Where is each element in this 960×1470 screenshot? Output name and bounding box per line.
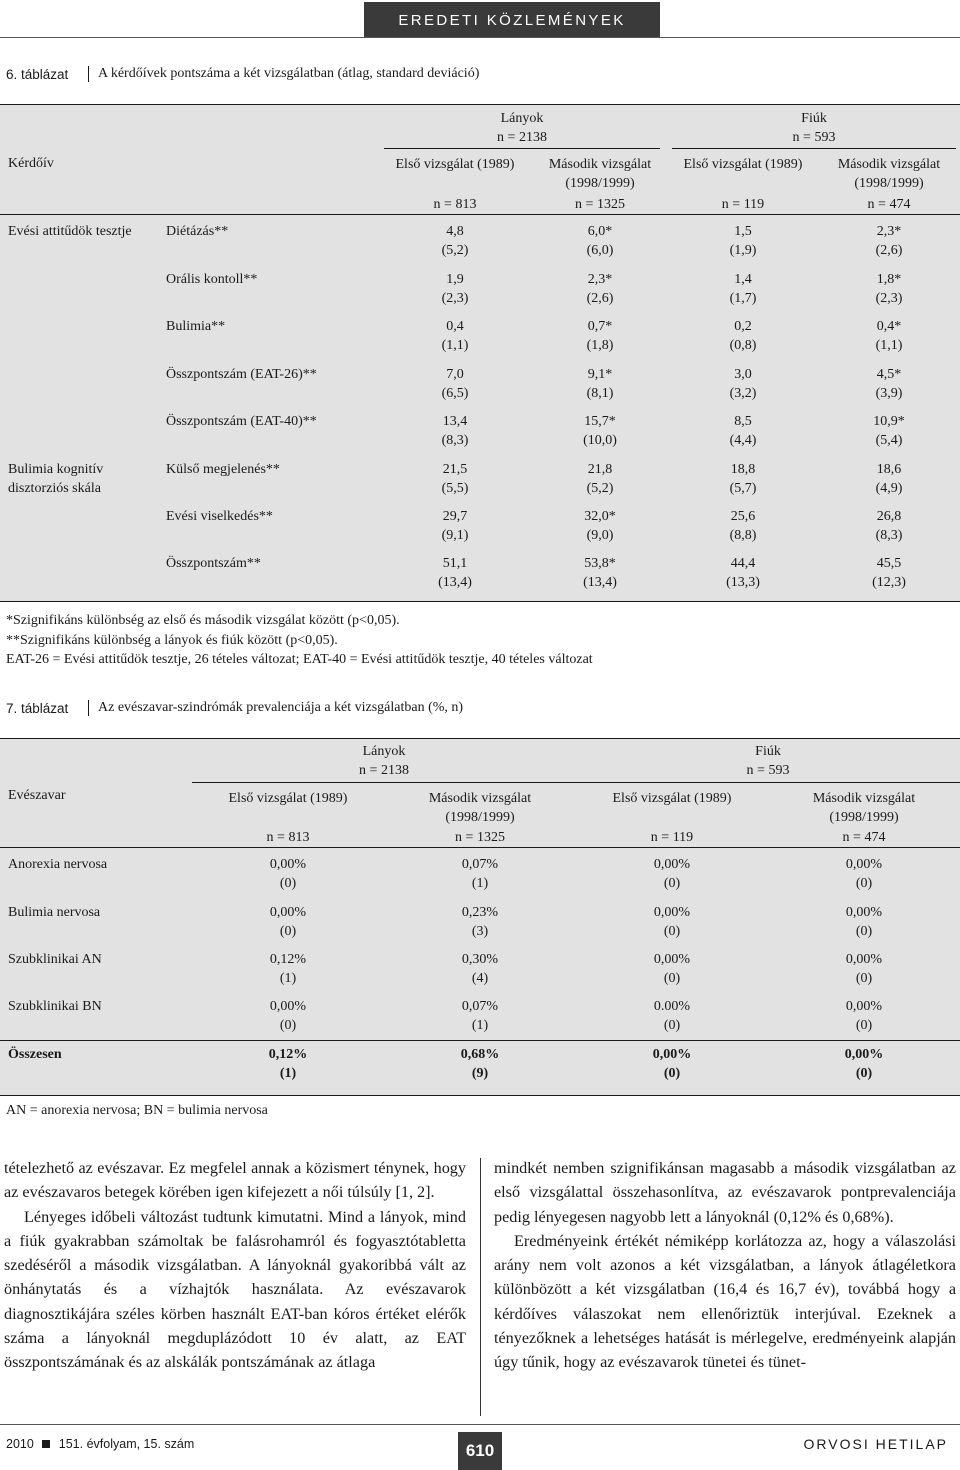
cell-value: 0,00% (0) [845, 999, 883, 1033]
table7-caption [6, 700, 463, 716]
cell-value: 1,5 (1,9) [729, 224, 757, 258]
cell-value: 4,5* (3,9) [875, 367, 903, 401]
table7-top-rule [0, 738, 960, 739]
cell-value: 0.00% (0) [653, 999, 691, 1033]
cell-value: 21,8 (5,2) [586, 462, 614, 496]
row-label: Szubklinikai AN [8, 952, 102, 967]
cell-value: 6,0* (6,0) [586, 224, 614, 258]
cell-value: 0,30% (4) [461, 952, 499, 986]
group-bulimia-label: Bulimia kognitív disztorziós skála [8, 462, 104, 496]
n-col-1: n = 813 [266, 830, 310, 845]
cell-value: 0,12% (1) [269, 952, 307, 986]
table7-bottom-rule [0, 1095, 960, 1096]
cell-value: 2,3* (2,6) [586, 272, 614, 306]
table6-note: EAT-26 = Evési attitűdök tesztje, 26 tételes változat; EAT-40 = Evési attitűdök tesztje, 40 tételes változat [6, 652, 593, 667]
cell-value: 0,2 (0,8) [729, 319, 757, 353]
cell-value: 51,1 (13,4) [438, 556, 472, 590]
group-boys-header: Fiúk n = 593 [792, 111, 836, 145]
n-col-1: n = 813 [433, 197, 477, 212]
table7-girls-rule [192, 782, 576, 783]
sub-second-boys: Második vizsgálat (1998/1999) [837, 157, 941, 191]
table6-note: **Szignifikáns különbség a lányok és fiúk között (p<0,05). [6, 633, 338, 648]
table6-title: A kérdőívek pontszáma a két vizsgálatban (átlag, standard deviáció) [98, 66, 480, 81]
n-col-4: n = 474 [867, 197, 911, 212]
row-label: Összesen [8, 1047, 62, 1062]
row-label: Bulimia** [166, 319, 226, 334]
page-number: 610 [458, 1432, 502, 1470]
row-label: Bulimia nervosa [8, 905, 101, 920]
cell-value: 0,00% (0) [653, 905, 691, 939]
table7-title: Az evészavar-szindrómák prevalenciája a két vizsgálatban (%, n) [98, 700, 464, 715]
body-right-column [494, 1156, 956, 1375]
n-col-4: n = 474 [842, 830, 886, 845]
cell-value: 21,5 (5,5) [441, 462, 469, 496]
caption-divider [88, 700, 89, 716]
group-boys-header: Fiúk n = 593 [746, 744, 790, 778]
cell-value: 0,00% (0) [652, 1047, 692, 1081]
body-left-column [4, 1156, 466, 1375]
cell-value: 0,00% (0) [845, 952, 883, 986]
cell-value: 15,7* (10,0) [583, 414, 617, 448]
cell-value: 1,4 (1,7) [729, 272, 757, 306]
cell-value: 8,5 (4,4) [729, 414, 757, 448]
sub-first-girls: Első vizsgálat (1989) [395, 157, 515, 172]
cell-value: 7,0 (6,5) [441, 367, 469, 401]
n-col-3: n = 119 [650, 830, 694, 845]
table6-number: 6. táblázat [6, 66, 69, 82]
cell-value: 0,00% (0) [269, 857, 307, 891]
table6-top-rule [0, 104, 960, 105]
cell-value: 13,4 (8,3) [441, 414, 469, 448]
paragraph: tételezhető az evészavar. Ez megfelel annak a közismert ténynek, hogy az evészavaros betegek körében igen kifejezett a női túlsúly [1, 2]. [4, 1159, 466, 1202]
table7-header-rule [0, 847, 960, 848]
table6-header-rule [0, 214, 960, 215]
cell-value: 25,6 (8,8) [729, 509, 757, 543]
sub-second-boys: Második vizsgálat (1998/1999) [812, 791, 916, 825]
row-label: Diétázás** [166, 224, 229, 239]
sub-first-boys: Első vizsgálat (1989) [612, 791, 732, 806]
row-label: Szubklinikai BN [8, 999, 102, 1014]
row-label: Összpontszám (EAT-26)** [166, 367, 317, 382]
row-label: Külső megjelenés** [166, 462, 280, 477]
cell-value: 0,23% (3) [461, 905, 499, 939]
row-label: Összpontszám (EAT-40)** [166, 414, 317, 429]
cell-value: 32,0* (9,0) [584, 509, 616, 543]
col-kerdoiv-header: Kérdőív [8, 156, 54, 171]
cell-value: 3,0 (3,2) [729, 367, 757, 401]
cell-value: 0,4* (1,1) [875, 319, 903, 353]
cell-value: 0,07% (1) [461, 857, 499, 891]
row-label: Összpontszám** [166, 556, 261, 571]
cell-value: 0,68% (9) [460, 1047, 500, 1081]
table6-boys-rule [672, 148, 956, 149]
table6-caption [6, 66, 479, 82]
cell-value: 29,7 (9,1) [441, 509, 469, 543]
table7-total-rule [0, 1040, 960, 1041]
cell-value: 45,5 (12,3) [872, 556, 906, 590]
paragraph: Lényeges időbeli változást tudtunk kimutatni. Mind a lányok, mind a fiúk gyakrabban számoltak be falásrohamról és fogyasztótabletta szedéséről a második vizsgálatban. A lányoknál gyakoribbá vált az önhánytatás és a vízhajtók használata. Az evészavarok diagnosztikájára széles körben használt EAT-ban kóros értéket elérők száma a lányoknál megduplázódott 10 év alatt, az EAT összpontszámának és az alskálák pontszámának az átlaga [4, 1207, 466, 1372]
cell-value: 0,00% (0) [269, 999, 307, 1033]
cell-value: 9,1* (8,1) [586, 367, 614, 401]
group-girls-header: Lányok n = 2138 [359, 744, 409, 778]
table6-bottom-rule [0, 601, 960, 602]
cell-value: 18,6 (4,9) [875, 462, 903, 496]
sub-second-girls: Második vizsgálat (1998/1999) [548, 157, 652, 191]
cell-value: 53,8* (13,4) [583, 556, 617, 590]
cell-value: 1,8* (2,3) [875, 272, 903, 306]
column-divider [480, 1158, 481, 1416]
group-eat-label: Evési attitűdök tesztje [8, 224, 132, 239]
cell-value: 0,00% (0) [844, 1047, 884, 1081]
n-col-2: n = 1325 [575, 197, 625, 212]
footer-rule [0, 1424, 960, 1425]
group-girls-header: Lányok n = 2138 [497, 111, 547, 145]
cell-value: 2,3* (2,6) [875, 224, 903, 258]
table7-boys-rule [576, 782, 960, 783]
cell-value: 18,8 (5,7) [729, 462, 757, 496]
row-label: Evési viselkedés** [166, 509, 273, 524]
row-label: Anorexia nervosa [8, 857, 108, 872]
table7-number: 7. táblázat [6, 700, 69, 716]
sub-second-girls: Második vizsgálat (1998/1999) [428, 791, 532, 825]
col-evészavar-header: Evészavar [8, 788, 66, 803]
row-label: Orális kontoll** [166, 272, 258, 287]
section-header: EREDETI KÖZLEMÉNYEK [364, 2, 660, 38]
sub-first-boys: Első vizsgálat (1989) [683, 157, 803, 172]
cell-value: 0,00% (0) [269, 905, 307, 939]
footer-issue: 2010 151. évfolyam, 15. szám [6, 1437, 195, 1451]
table6-girls-rule [384, 148, 660, 149]
paragraph: Eredményeink értékét némiképp korlátozza az, hogy a válaszolási arány nem volt azonos a két vizsgálatban, a lányok átlagéletkora különbözött a két vizsgálatban (16,4 és 16,7 év), továbbá hogy a kérdőíves válaszokat nem ellenőriztük interjúval. Ezeknek a tényezőknek a lehetséges hatását is mérlegelve, eredményeink alapján úgy tűnik, hogy az evészavarok tünetei és tünet- [494, 1231, 956, 1372]
cell-value: 0,00% (0) [653, 857, 691, 891]
square-bullet-icon [42, 1440, 50, 1448]
caption-divider [88, 66, 89, 82]
cell-value: 0,07% (1) [461, 999, 499, 1033]
header-rule [0, 37, 960, 38]
cell-value: 0,00% (0) [845, 857, 883, 891]
cell-value: 26,8 (8,3) [875, 509, 903, 543]
table6-note: *Szignifikáns különbség az első és második vizsgálat között (p<0,05). [6, 613, 400, 628]
cell-value: 0,00% (0) [845, 905, 883, 939]
sub-first-girls: Első vizsgálat (1989) [228, 791, 348, 806]
n-col-2: n = 1325 [455, 830, 505, 845]
paragraph: mindkét nemben szignifikánsan magasabb a második vizsgálatban az első vizsgálattal összehasonlítva, az evészavarok pontprevalenciája pedig lényegesen nagyobb lett a lányoknál (0,12% és 0,68%). [494, 1159, 956, 1226]
journal-name: ORVOSI HETILAP [803, 1436, 948, 1452]
n-col-3: n = 119 [721, 197, 765, 212]
cell-value: 0,4 (1,1) [441, 319, 469, 353]
cell-value: 4,8 (5,2) [441, 224, 469, 258]
cell-value: 0,12% (1) [268, 1047, 308, 1081]
cell-value: 1,9 (2,3) [441, 272, 469, 306]
cell-value: 44,4 (13,3) [726, 556, 760, 590]
cell-value: 10,9* (5,4) [873, 414, 905, 448]
cell-value: 0,7* (1,8) [586, 319, 614, 353]
table7-note: AN = anorexia nervosa; BN = bulimia nervosa [6, 1103, 268, 1118]
cell-value: 0,00% (0) [653, 952, 691, 986]
